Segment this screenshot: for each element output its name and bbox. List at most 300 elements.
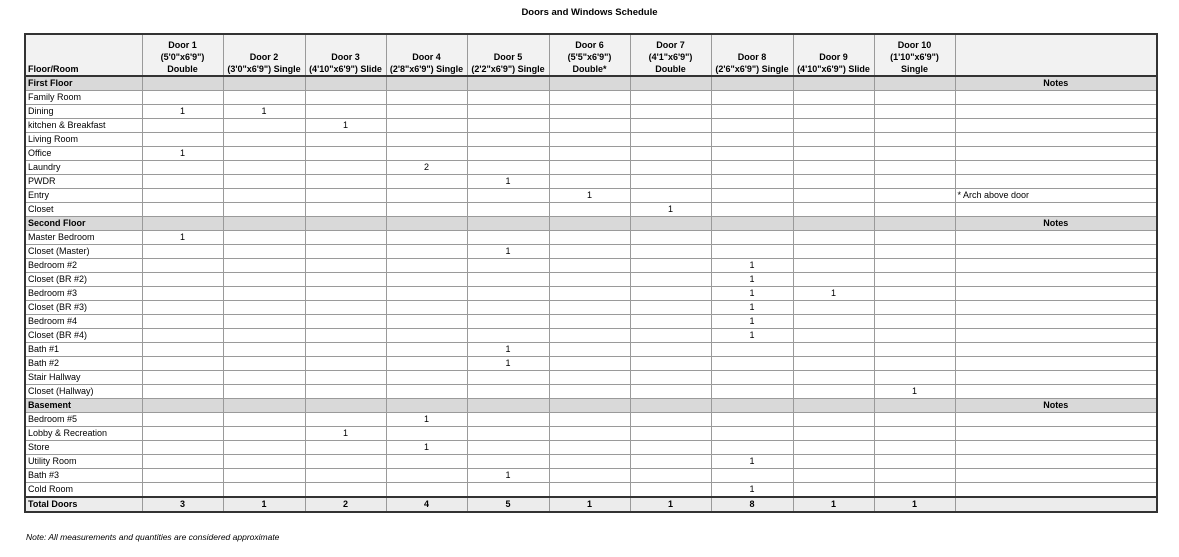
door-count-cell: [793, 147, 874, 161]
door-count-cell: 1: [467, 175, 549, 189]
door-count-cell: [142, 371, 223, 385]
notes-label: Notes: [955, 76, 1157, 91]
door-count-cell: [142, 175, 223, 189]
door-count-cell: [549, 203, 630, 217]
door-5-header: Door 5 (2'2"x6'9") Single: [467, 34, 549, 76]
door-count-cell: [467, 259, 549, 273]
section-cell: [630, 399, 711, 413]
schedule-body: [25, 76, 1157, 512]
door-count-cell: [793, 357, 874, 371]
door-count-cell: 1: [142, 231, 223, 245]
door-count-cell: [793, 245, 874, 259]
total-row: [25, 497, 1157, 512]
door-count-cell: 1: [630, 203, 711, 217]
door-count-cell: [142, 469, 223, 483]
section-title: Second Floor: [25, 217, 142, 231]
door-count-cell: [142, 133, 223, 147]
door-count-cell: [467, 301, 549, 315]
total-count-cell: 4: [386, 497, 467, 512]
door-count-cell: [386, 343, 467, 357]
door-count-cell: [630, 91, 711, 105]
door-count-cell: [467, 203, 549, 217]
page-title: Doors and Windows Schedule: [521, 7, 658, 18]
room-name: Family Room: [25, 91, 142, 105]
door-count-cell: [630, 189, 711, 203]
door-count-cell: [874, 175, 955, 189]
door-count-cell: [549, 455, 630, 469]
notes-cell: [955, 455, 1157, 469]
door-count-cell: 1: [142, 147, 223, 161]
door-1-header: Door 1 (5'0"x6'9") Double: [142, 34, 223, 76]
door-count-cell: [630, 371, 711, 385]
room-name: Living Room: [25, 133, 142, 147]
door-count-cell: [223, 147, 305, 161]
door-count-cell: [305, 133, 386, 147]
door-count-cell: [711, 189, 793, 203]
door-count-cell: [142, 259, 223, 273]
room-name: Closet (BR #2): [25, 273, 142, 287]
door-count-cell: [142, 315, 223, 329]
door-count-cell: [793, 301, 874, 315]
door-count-cell: [711, 105, 793, 119]
table-row: [25, 385, 1157, 399]
door-count-cell: 1: [305, 427, 386, 441]
door-count-cell: [874, 427, 955, 441]
door-count-cell: [467, 315, 549, 329]
notes-column-header: [955, 34, 1157, 76]
door-count-cell: [549, 259, 630, 273]
section-header-row: [25, 399, 1157, 413]
door-count-cell: [305, 413, 386, 427]
door-2-header: Door 2 (3'0"x6'9") Single: [223, 34, 305, 76]
table-row: [25, 329, 1157, 343]
door-count-cell: [711, 203, 793, 217]
room-name: Bath #1: [25, 343, 142, 357]
notes-cell: [955, 413, 1157, 427]
total-count-cell: 1: [223, 497, 305, 512]
section-cell: [223, 399, 305, 413]
door-count-cell: [711, 371, 793, 385]
door-count-cell: [305, 175, 386, 189]
table-row: [25, 161, 1157, 175]
notes-cell: [955, 357, 1157, 371]
door-count-cell: 1: [549, 189, 630, 203]
section-cell: [630, 76, 711, 91]
door-count-cell: [549, 161, 630, 175]
door-count-cell: [549, 329, 630, 343]
door-count-cell: [549, 301, 630, 315]
door-count-cell: [630, 259, 711, 273]
door-count-cell: [793, 315, 874, 329]
door-count-cell: [142, 357, 223, 371]
door-count-cell: [142, 245, 223, 259]
total-count-cell: 3: [142, 497, 223, 512]
door-count-cell: [386, 133, 467, 147]
door-count-cell: [305, 371, 386, 385]
door-count-cell: [142, 427, 223, 441]
section-cell: [386, 217, 467, 231]
notes-cell: [955, 273, 1157, 287]
door-count-cell: [711, 469, 793, 483]
door-count-cell: [793, 161, 874, 175]
table-row: [25, 91, 1157, 105]
door-count-cell: [305, 105, 386, 119]
door-count-cell: [793, 441, 874, 455]
door-count-cell: [549, 105, 630, 119]
room-name: Bedroom #4: [25, 315, 142, 329]
table-row: [25, 105, 1157, 119]
notes-cell: [955, 329, 1157, 343]
door-count-cell: [793, 343, 874, 357]
section-cell: [711, 76, 793, 91]
door-count-cell: [711, 231, 793, 245]
door-count-cell: [223, 259, 305, 273]
table-row: [25, 315, 1157, 329]
door-count-cell: [305, 245, 386, 259]
door-count-cell: [711, 441, 793, 455]
door-count-cell: [711, 357, 793, 371]
room-name: Dining: [25, 105, 142, 119]
door-count-cell: [142, 343, 223, 357]
door-count-cell: [874, 329, 955, 343]
door-count-cell: [142, 91, 223, 105]
door-count-cell: 1: [467, 469, 549, 483]
door-count-cell: [711, 427, 793, 441]
door-count-cell: [874, 91, 955, 105]
door-count-cell: [223, 483, 305, 498]
total-notes-cell: [955, 497, 1157, 512]
door-count-cell: 1: [467, 357, 549, 371]
table-row: [25, 413, 1157, 427]
door-count-cell: [793, 105, 874, 119]
section-cell: [630, 217, 711, 231]
door-count-cell: [223, 413, 305, 427]
room-name: Master Bedroom: [25, 231, 142, 245]
door-count-cell: [793, 427, 874, 441]
door-count-cell: [549, 483, 630, 498]
door-count-cell: [549, 315, 630, 329]
door-count-cell: [305, 273, 386, 287]
door-count-cell: [549, 175, 630, 189]
door-count-cell: [467, 441, 549, 455]
room-name: Office: [25, 147, 142, 161]
door-count-cell: [793, 119, 874, 133]
table-row: [25, 441, 1157, 455]
door-count-cell: [305, 161, 386, 175]
door-3-header: Door 3 (4'10"x6'9") Slide: [305, 34, 386, 76]
door-count-cell: [549, 273, 630, 287]
table-row: [25, 273, 1157, 287]
room-name: Closet: [25, 203, 142, 217]
door-count-cell: 1: [874, 385, 955, 399]
door-count-cell: [793, 329, 874, 343]
door-count-cell: [711, 119, 793, 133]
table-row: [25, 189, 1157, 203]
door-count-cell: [549, 91, 630, 105]
room-name: Bedroom #3: [25, 287, 142, 301]
table-row: [25, 245, 1157, 259]
door-count-cell: [223, 343, 305, 357]
door-count-cell: [793, 483, 874, 498]
door-count-cell: [386, 315, 467, 329]
door-count-cell: 1: [711, 315, 793, 329]
table-row: [25, 357, 1157, 371]
door-count-cell: [549, 231, 630, 245]
door-count-cell: [386, 301, 467, 315]
table-row: [25, 427, 1157, 441]
section-cell: [142, 217, 223, 231]
notes-cell: [955, 441, 1157, 455]
notes-cell: [955, 91, 1157, 105]
door-count-cell: [142, 441, 223, 455]
table-row: [25, 287, 1157, 301]
section-cell: [467, 76, 549, 91]
door-count-cell: [142, 385, 223, 399]
door-count-cell: [305, 441, 386, 455]
room-name: Closet (Master): [25, 245, 142, 259]
door-count-cell: [386, 175, 467, 189]
door-count-cell: [549, 385, 630, 399]
notes-cell: [955, 231, 1157, 245]
door-count-cell: [711, 413, 793, 427]
door-10-header: Door 10 (1'10"x6'9") Single: [874, 34, 955, 76]
door-count-cell: [467, 371, 549, 385]
section-cell: [711, 399, 793, 413]
door-count-cell: [223, 315, 305, 329]
door-count-cell: [223, 91, 305, 105]
schedule-table: [24, 33, 1158, 513]
door-count-cell: [305, 287, 386, 301]
door-count-cell: [223, 371, 305, 385]
table-row: [25, 119, 1157, 133]
door-count-cell: [874, 343, 955, 357]
door-count-cell: [467, 455, 549, 469]
door-count-cell: [467, 385, 549, 399]
door-count-cell: [386, 245, 467, 259]
door-count-cell: [386, 455, 467, 469]
door-count-cell: 1: [711, 273, 793, 287]
room-name: Bedroom #2: [25, 259, 142, 273]
table-row: [25, 259, 1157, 273]
door-count-cell: [386, 203, 467, 217]
door-count-cell: [223, 301, 305, 315]
notes-cell: [955, 161, 1157, 175]
door-count-cell: [223, 357, 305, 371]
door-8-header: Door 8 (2'6"x6'9") Single: [711, 34, 793, 76]
door-count-cell: [874, 273, 955, 287]
door-count-cell: [549, 357, 630, 371]
door-count-cell: [549, 245, 630, 259]
section-cell: [549, 399, 630, 413]
room-name: Bedroom #5: [25, 413, 142, 427]
section-cell: [467, 217, 549, 231]
table-row: [25, 203, 1157, 217]
door-count-cell: [223, 161, 305, 175]
door-count-cell: 1: [711, 287, 793, 301]
section-cell: [711, 217, 793, 231]
door-count-cell: [630, 329, 711, 343]
door-count-cell: [549, 413, 630, 427]
door-count-cell: [467, 189, 549, 203]
door-count-cell: [467, 147, 549, 161]
section-cell: [223, 76, 305, 91]
door-count-cell: [711, 91, 793, 105]
door-count-cell: [467, 133, 549, 147]
door-count-cell: [223, 245, 305, 259]
door-count-cell: [142, 203, 223, 217]
door-count-cell: [874, 231, 955, 245]
notes-label: Notes: [955, 217, 1157, 231]
door-4-header: Door 4 (2'8"x6'9") Single: [386, 34, 467, 76]
door-count-cell: 1: [711, 329, 793, 343]
section-cell: [793, 76, 874, 91]
door-count-cell: [793, 203, 874, 217]
door-count-cell: [549, 287, 630, 301]
door-count-cell: [467, 231, 549, 245]
door-count-cell: [223, 231, 305, 245]
door-count-cell: [223, 441, 305, 455]
door-count-cell: [142, 301, 223, 315]
door-count-cell: [142, 329, 223, 343]
door-7-header: Door 7 (4'1"x6'9") Double: [630, 34, 711, 76]
door-count-cell: 1: [711, 301, 793, 315]
door-count-cell: [874, 245, 955, 259]
total-count-cell: 1: [630, 497, 711, 512]
door-count-cell: [467, 483, 549, 498]
room-name: Bath #2: [25, 357, 142, 371]
door-count-cell: [223, 175, 305, 189]
section-cell: [793, 399, 874, 413]
door-count-cell: [630, 357, 711, 371]
notes-cell: [955, 175, 1157, 189]
door-count-cell: [630, 231, 711, 245]
notes-cell: [955, 119, 1157, 133]
door-count-cell: [874, 147, 955, 161]
door-count-cell: [874, 469, 955, 483]
table-row: [25, 133, 1157, 147]
door-count-cell: [386, 189, 467, 203]
door-count-cell: [630, 413, 711, 427]
door-count-cell: [874, 483, 955, 498]
door-count-cell: [305, 483, 386, 498]
door-count-cell: [305, 343, 386, 357]
door-count-cell: [386, 147, 467, 161]
room-name: kitchen & Breakfast: [25, 119, 142, 133]
door-count-cell: [142, 119, 223, 133]
section-title: First Floor: [25, 76, 142, 91]
door-count-cell: [305, 203, 386, 217]
door-count-cell: [630, 455, 711, 469]
door-count-cell: [549, 427, 630, 441]
room-name: Stair Hallway: [25, 371, 142, 385]
notes-cell: [955, 427, 1157, 441]
door-count-cell: [630, 105, 711, 119]
door-count-cell: 1: [467, 343, 549, 357]
table-row: [25, 455, 1157, 469]
door-count-cell: [793, 231, 874, 245]
room-name: Closet (BR #3): [25, 301, 142, 315]
total-count-cell: 1: [549, 497, 630, 512]
door-count-cell: [386, 259, 467, 273]
door-count-cell: [793, 385, 874, 399]
door-count-cell: [711, 245, 793, 259]
notes-label: Notes: [955, 399, 1157, 413]
door-count-cell: [305, 91, 386, 105]
door-count-cell: [874, 371, 955, 385]
door-count-cell: [874, 161, 955, 175]
door-count-cell: [223, 133, 305, 147]
door-count-cell: 1: [142, 105, 223, 119]
door-count-cell: [874, 413, 955, 427]
table-row: [25, 175, 1157, 189]
door-count-cell: [386, 427, 467, 441]
door-count-cell: [142, 161, 223, 175]
door-count-cell: 2: [386, 161, 467, 175]
door-count-cell: [305, 357, 386, 371]
door-9-header: Door 9 (4'10"x6'9") Slide: [793, 34, 874, 76]
total-count-cell: 2: [305, 497, 386, 512]
notes-cell: [955, 147, 1157, 161]
notes-cell: [955, 315, 1157, 329]
section-header-row: [25, 217, 1157, 231]
room-name: Cold Room: [25, 483, 142, 498]
room-name: Laundry: [25, 161, 142, 175]
door-count-cell: [386, 329, 467, 343]
door-count-cell: [305, 259, 386, 273]
door-count-cell: [305, 315, 386, 329]
door-count-cell: [467, 329, 549, 343]
door-count-cell: [630, 427, 711, 441]
total-count-cell: 1: [874, 497, 955, 512]
section-cell: [142, 76, 223, 91]
door-count-cell: [630, 483, 711, 498]
door-count-cell: [630, 273, 711, 287]
door-count-cell: [305, 455, 386, 469]
door-count-cell: [630, 301, 711, 315]
door-count-cell: [793, 455, 874, 469]
footnote: Note: All measurements and quantities are considered approximate: [26, 532, 280, 542]
notes-cell: [955, 301, 1157, 315]
door-count-cell: [630, 315, 711, 329]
door-count-cell: [386, 385, 467, 399]
door-count-cell: [874, 259, 955, 273]
door-count-cell: [223, 427, 305, 441]
door-count-cell: [467, 287, 549, 301]
door-count-cell: [874, 133, 955, 147]
door-count-cell: 1: [793, 287, 874, 301]
door-count-cell: [549, 343, 630, 357]
door-count-cell: [630, 441, 711, 455]
door-count-cell: [793, 273, 874, 287]
door-count-cell: [711, 385, 793, 399]
door-count-cell: 1: [386, 413, 467, 427]
door-count-cell: [223, 119, 305, 133]
door-count-cell: [549, 371, 630, 385]
door-count-cell: [223, 329, 305, 343]
table-row: [25, 147, 1157, 161]
door-count-cell: [386, 469, 467, 483]
door-count-cell: [223, 189, 305, 203]
room-name: Bath #3: [25, 469, 142, 483]
section-cell: [386, 399, 467, 413]
door-count-cell: [630, 175, 711, 189]
door-count-cell: [386, 91, 467, 105]
table-row: [25, 343, 1157, 357]
door-count-cell: [142, 413, 223, 427]
door-count-cell: [549, 147, 630, 161]
notes-cell: [955, 133, 1157, 147]
door-count-cell: [386, 105, 467, 119]
